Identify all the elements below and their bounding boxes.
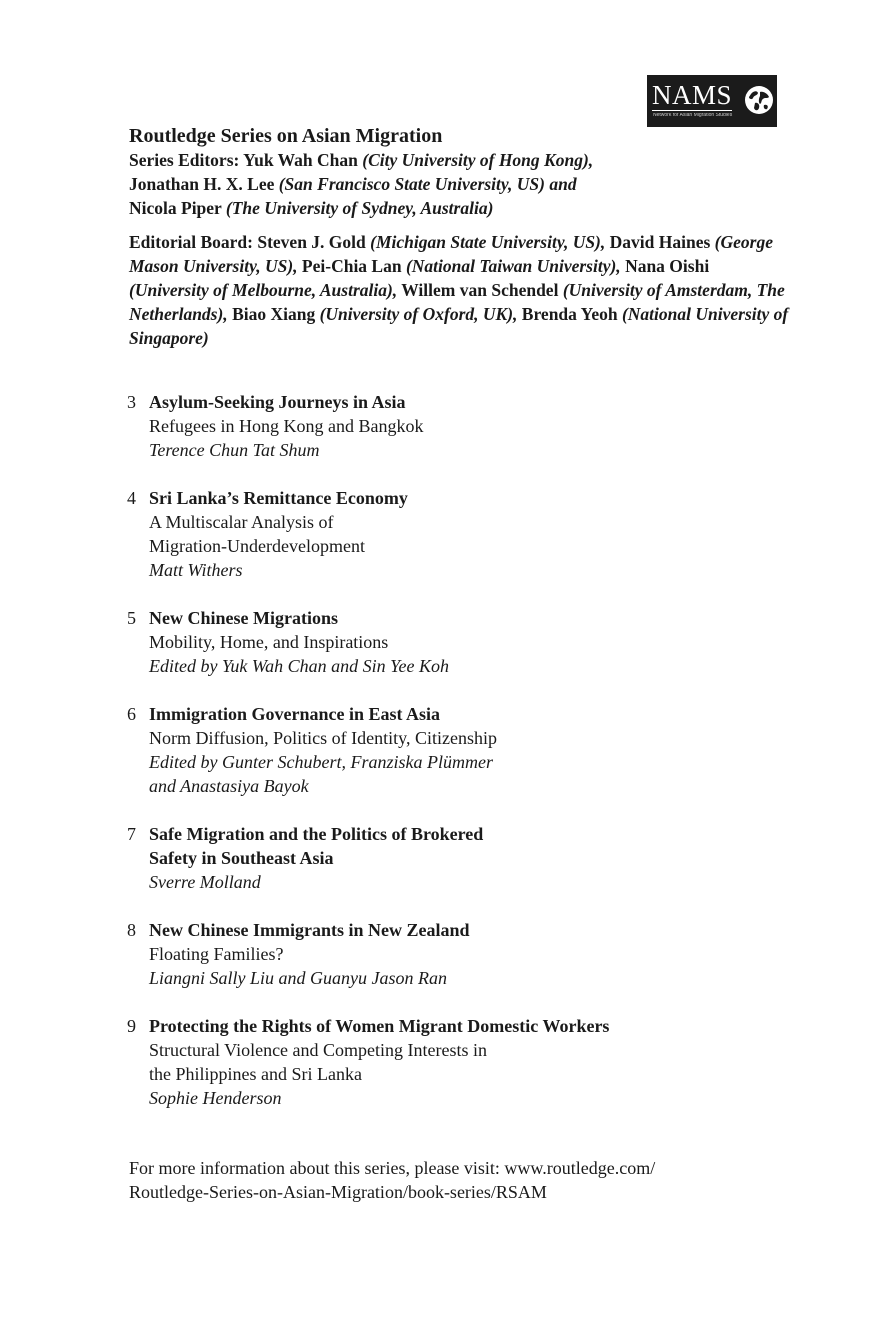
book-author: Sverre Molland (149, 872, 261, 892)
book-title: Safety in Southeast Asia (149, 848, 334, 868)
board-affiliation: (University of Oxford, UK), (319, 304, 518, 324)
book-title: Immigration Governance in East Asia (149, 704, 440, 724)
book-entry (127, 486, 787, 582)
book-author: Terence Chun Tat Shum (149, 440, 320, 460)
footer-line: For more information about this series, please visit: www.routledge.com/ (129, 1158, 656, 1178)
book-subtitle: the Philippines and Sri Lanka (149, 1064, 362, 1084)
board-affiliation: (University of Melbourne, Australia), (129, 280, 398, 300)
book-author: Edited by Gunter Schubert, Franziska Plümmer (149, 752, 493, 772)
book-author: Liangni Sally Liu and Guanyu Jason Ran (149, 968, 447, 988)
board-member: Willem van Schendel (397, 280, 563, 300)
book-number: 3 (127, 392, 136, 412)
book-title: Sri Lanka’s Remittance Economy (149, 488, 408, 508)
book-subtitle: A Multiscalar Analysis of (149, 512, 334, 532)
book-number: 4 (127, 488, 136, 508)
book-subtitle: Norm Diffusion, Politics of Identity, Citizenship (149, 728, 497, 748)
book-title: Protecting the Rights of Women Migrant Domestic Workers (149, 1016, 610, 1036)
series-title: Routledge Series on Asian Migration (129, 125, 443, 147)
book-author: and Anastasiya Bayok (149, 776, 309, 796)
book-number: 8 (127, 920, 136, 940)
board-affiliation: (National Taiwan University), (405, 256, 621, 276)
board-affiliation: (George Mason University, US), (129, 232, 773, 276)
logo-subtitle: Network for Asian Migration Studies (653, 113, 733, 118)
book-number: 5 (127, 608, 136, 628)
board-affiliation: (University of Amsterdam, The Netherlands), (129, 280, 785, 324)
book-entry (127, 702, 787, 798)
board-member: David Haines (605, 232, 715, 252)
nams-logo (647, 75, 777, 127)
editors-label: Series Editors: (129, 150, 244, 170)
book-title: Safe Migration and the Politics of Brokered (149, 824, 484, 844)
book-entry (127, 822, 787, 894)
book-entry (127, 390, 787, 462)
editorial-board (129, 230, 789, 350)
board-member: Biao Xiang (227, 304, 320, 324)
board-affiliation: (Michigan State University, US), (370, 232, 606, 252)
book-subtitle: Mobility, Home, and Inspirations (149, 632, 389, 652)
editor-affiliation: (The University of Sydney, Australia) (225, 198, 494, 218)
book-title: New Chinese Migrations (149, 608, 338, 628)
globe-icon (743, 84, 775, 116)
board-member: Steven J. Gold (257, 232, 371, 252)
series-header (129, 124, 789, 350)
book-entry (127, 1014, 787, 1110)
editor-affiliation: (City University of Hong Kong), (362, 150, 594, 170)
board-member: Nana Oishi (620, 256, 710, 276)
editor-name: Nicola Piper (129, 198, 226, 218)
board-affiliation: (National University of Singapore) (129, 304, 789, 348)
book-number: 9 (127, 1016, 136, 1036)
book-entry (127, 918, 787, 990)
editor-name: Jonathan H. X. Lee (129, 174, 279, 194)
book-entry (127, 606, 787, 678)
board-member: Pei-Chia Lan (297, 256, 406, 276)
book-subtitle: Migration-Underdevelopment (149, 536, 365, 556)
book-author: Sophie Henderson (149, 1088, 282, 1108)
book-author: Edited by Yuk Wah Chan and Sin Yee Koh (149, 656, 450, 676)
book-number: 7 (127, 824, 136, 844)
editor-name: Yuk Wah Chan (243, 150, 363, 170)
book-subtitle: Refugees in Hong Kong and Bangkok (149, 416, 424, 436)
book-title: New Chinese Immigrants in New Zealand (149, 920, 470, 940)
book-title: Asylum-Seeking Journeys in Asia (149, 392, 406, 412)
book-subtitle: Structural Violence and Competing Interests in (149, 1040, 488, 1060)
book-subtitle: Floating Families? (149, 944, 284, 964)
book-author: Matt Withers (149, 560, 243, 580)
logo-text: NAMS (652, 80, 733, 110)
editor-affiliation: (San Francisco State University, US) and (278, 174, 577, 194)
footer-line: Routledge-Series-on-Asian-Migration/book-series/RSAM (129, 1182, 547, 1202)
series-info-footer (129, 1156, 789, 1204)
book-number: 6 (127, 704, 136, 724)
board-label: Editorial Board: (129, 232, 258, 252)
board-member: Brenda Yeoh (517, 304, 622, 324)
series-editors (129, 148, 789, 220)
